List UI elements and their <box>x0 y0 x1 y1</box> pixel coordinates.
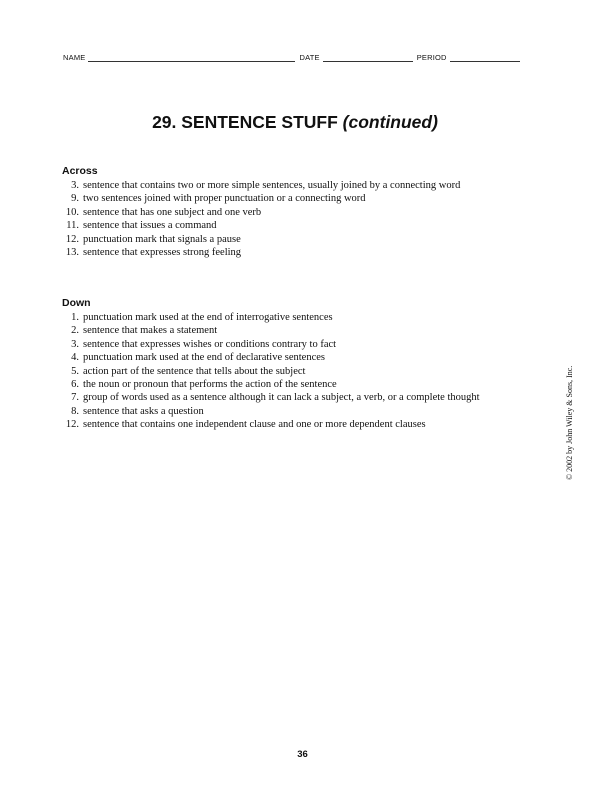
title-main: 29. SENTENCE STUFF <box>152 112 338 132</box>
period-label: PERIOD <box>416 53 447 62</box>
title-continued: (continued) <box>342 112 438 132</box>
name-label: NAME <box>63 53 86 62</box>
clue-number: 1. <box>71 312 79 323</box>
name-line <box>88 53 295 62</box>
page-number: 36 <box>297 749 308 760</box>
date-line <box>323 53 413 62</box>
clue-text: sentence that contains one independent clause and one or more dependent clauses <box>83 419 426 431</box>
worksheet-header <box>63 53 524 62</box>
clue-text: sentence that makes a statement <box>83 325 218 337</box>
down-clue-list <box>62 311 513 432</box>
clue-item <box>62 391 513 404</box>
clue-text: sentence that asks a question <box>83 405 204 417</box>
clue-text: group of words used as a sentence although it can lack a subject, a verb, or a complete thought <box>83 392 480 404</box>
across-heading: Across <box>62 165 98 177</box>
clue-number: 4. <box>71 352 79 364</box>
clue-item <box>62 311 513 324</box>
clue-text: punctuation mark used at the end of declarative sentences <box>83 352 325 364</box>
clue-item <box>62 324 513 337</box>
clue-item <box>62 378 513 391</box>
clue-item <box>62 179 513 192</box>
clue-item <box>62 192 513 205</box>
clue-text: sentence that contains two or more simple sentences, usually joined by a connecting word <box>83 180 461 191</box>
clue-item <box>62 418 513 431</box>
clue-number: 12. <box>65 419 79 431</box>
clue-number: 13. <box>65 247 79 259</box>
clue-text: punctuation mark that signals a pause <box>83 233 241 245</box>
clue-number: 5. <box>71 365 79 377</box>
clue-text: punctuation mark used at the end of interrogative sentences <box>83 312 333 323</box>
page-title <box>0 112 590 133</box>
clue-text: action part of the sentence that tells about the subject <box>83 365 306 377</box>
clue-item <box>62 405 513 418</box>
clue-item <box>62 206 513 219</box>
clue-item <box>62 365 513 378</box>
clue-number: 3. <box>71 338 79 350</box>
clue-number: 12. <box>65 233 79 245</box>
clue-number: 2. <box>71 325 79 337</box>
clue-number: 8. <box>71 405 79 417</box>
clue-text: sentence that has one subject and one verb <box>83 206 262 218</box>
down-heading: Down <box>62 297 91 309</box>
clue-item <box>62 233 513 246</box>
clue-number: 3. <box>71 180 79 191</box>
clue-text: sentence that expresses strong feeling <box>83 247 242 259</box>
clue-item <box>62 351 513 364</box>
clue-item <box>62 246 513 259</box>
clue-text: sentence that issues a command <box>83 220 217 232</box>
clue-item <box>62 338 513 351</box>
clue-number: 6. <box>71 379 79 391</box>
clue-text: sentence that expresses wishes or conditions contrary to fact <box>83 338 337 350</box>
clue-text: the noun or pronoun that performs the action of the sentence <box>83 379 337 391</box>
across-clue-list <box>62 179 513 259</box>
clue-number: 10. <box>65 206 79 218</box>
clue-text: two sentences joined with proper punctuation or a connecting word <box>83 193 366 205</box>
clue-number: 9. <box>71 193 79 205</box>
date-label: DATE <box>299 53 320 62</box>
clue-number: 11. <box>66 220 79 232</box>
copyright-notice: © 2002 by John Wiley & Sons, Inc. <box>565 365 574 480</box>
period-line <box>450 53 520 62</box>
clue-number: 7. <box>71 392 79 404</box>
clue-item <box>62 219 513 232</box>
